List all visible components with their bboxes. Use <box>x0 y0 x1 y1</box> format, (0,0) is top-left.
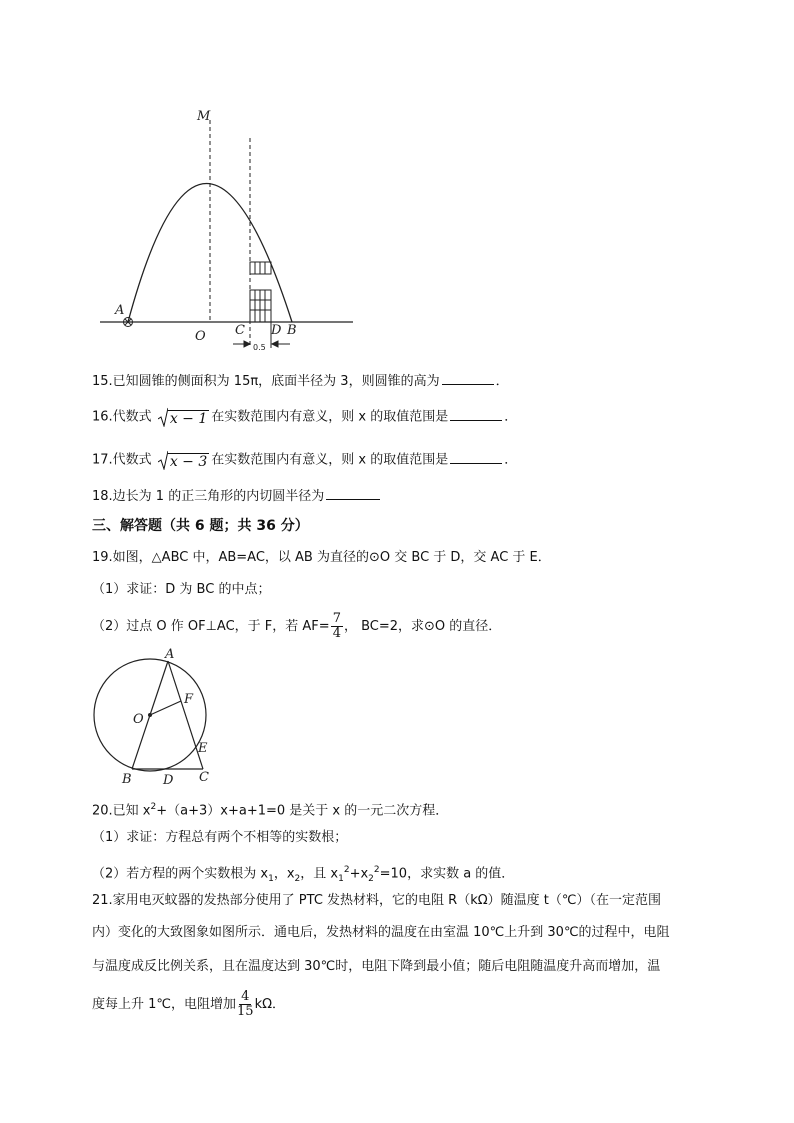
q18-answer-blank[interactable] <box>326 487 380 500</box>
q20-part2-e: =10，求实数 a 的值． <box>379 866 515 882</box>
q20-sub1: 1 <box>268 873 274 884</box>
q19-part2-post: ， BC=2，求⊙O 的直径． <box>343 619 502 634</box>
q20-stem-post: +（a+3）x+a+1=0 是关于 x 的一元二次方程． <box>156 803 449 819</box>
q19-fraction-num: 7 <box>332 611 341 626</box>
question-19-stem: 19.如图，△ABC 中，AB=AC，以 AB 为直径的⊙O 交 BC 于 D，交 AC 于 E． <box>92 550 551 565</box>
label-d: D <box>271 323 282 338</box>
q17-end: ． <box>504 452 518 468</box>
label-width: 0.5 <box>253 343 266 352</box>
q21-fraction-num: 4 <box>241 989 250 1004</box>
question-17 <box>92 450 517 470</box>
q19-part2-pre: （2）过点 O 作 OF⊥AC，于 F，若 AF= <box>92 619 330 634</box>
q16-radicand: x − 1 <box>169 411 208 427</box>
q16-post: 在实数范围内有意义，则 x 的取值范围是 <box>211 409 449 425</box>
q20-sub2: 2 <box>294 873 301 884</box>
q20-sup1: 2 <box>343 865 350 875</box>
q17-radicand: x − 3 <box>169 454 208 470</box>
q20-stem-sup: 2 <box>150 802 157 812</box>
q20-stem-pre: 20.已知 x <box>92 803 151 819</box>
label-c: C <box>199 770 209 785</box>
label-a: A <box>165 647 175 662</box>
question-20-stem <box>92 798 448 820</box>
label-m: M <box>197 109 211 124</box>
center-point-o <box>148 713 152 717</box>
label-b: B <box>287 323 297 338</box>
q19-fraction <box>331 612 343 641</box>
q20-part2-c: ，且 x <box>300 866 339 882</box>
q17-pre: 17.代数式 <box>92 452 152 468</box>
section-3-title: 三、解答题（共 6 题；共 36 分） <box>92 518 309 534</box>
question-21-line2: 内）变化的大致图象如图所示．通电后，发热材料的温度在由室温 10℃上升到 30℃的过程中，电阻 <box>92 925 670 940</box>
q16-sqrt <box>158 407 209 427</box>
q15-answer-blank[interactable] <box>442 372 494 385</box>
parabola-figure <box>95 100 360 355</box>
q16-end: ． <box>504 409 518 425</box>
question-21-line1: 21.家用电灭蚊器的发热部分使用了 PTC 发热材料，它的电阻 R（kΩ）随温度 t（℃）（在一定范围 <box>92 893 661 908</box>
q21-line4-pre: 度每上升 1℃，电阻增加 <box>92 997 237 1012</box>
question-20-part1: （1）求证：方程总有两个不相等的实数根； <box>92 830 348 845</box>
radical-sign-icon <box>158 450 168 470</box>
question-21-line3: 与温度成反比例关系，且在温度达到 30℃时，电阻下降到最小值；随后电阻随温度升高而增加，温 <box>92 959 661 974</box>
label-o: O <box>195 329 206 344</box>
question-19-part2 <box>92 612 501 641</box>
radical-sign-icon <box>158 407 168 427</box>
question-21-line4 <box>92 990 285 1019</box>
q21-fraction-den: 15 <box>237 1004 254 1019</box>
q20-sup2: 2 <box>373 865 380 875</box>
q17-sqrt <box>158 450 209 470</box>
question-16 <box>92 407 517 427</box>
q17-answer-blank[interactable] <box>450 451 502 464</box>
q20-sub1b: 1 <box>338 873 344 884</box>
segment-of <box>150 701 181 715</box>
label-e: E <box>198 741 208 756</box>
q17-post: 在实数范围内有意义，则 x 的取值范围是 <box>211 452 449 468</box>
question-15 <box>92 372 509 391</box>
question-20-part2 <box>92 861 514 888</box>
q21-fraction <box>237 990 254 1019</box>
q15-text: 15.已知圆锥的侧面积为 15π，底面半径为 3，则圆锥的高为 <box>92 374 440 389</box>
question-18 <box>92 487 382 506</box>
q16-answer-blank[interactable] <box>450 408 502 421</box>
q20-sub2b: 2 <box>368 873 374 884</box>
q16-pre: 16.代数式 <box>92 409 152 425</box>
q19-fraction-den: 4 <box>332 626 341 641</box>
label-a: A <box>115 303 125 318</box>
label-b: B <box>122 772 132 787</box>
circle-triangle-figure <box>88 645 218 790</box>
q15-end: ． <box>495 374 509 389</box>
q18-text: 18.边长为 1 的正三角形的内切圆半径为 <box>92 489 325 504</box>
q21-line4-post: kΩ． <box>254 997 286 1012</box>
label-d: D <box>163 773 174 788</box>
q20-part2-d: +x <box>349 866 369 882</box>
label-c: C <box>235 323 245 338</box>
ladder-boxes <box>250 262 271 322</box>
question-19-part1: （1）求证：D 为 BC 的中点； <box>92 582 271 597</box>
label-f: F <box>184 692 194 707</box>
q20-part2-b: ，x <box>273 866 295 882</box>
label-o: O <box>133 712 144 727</box>
q20-part2-a: （2）若方程的两个实数根为 x <box>92 866 269 882</box>
